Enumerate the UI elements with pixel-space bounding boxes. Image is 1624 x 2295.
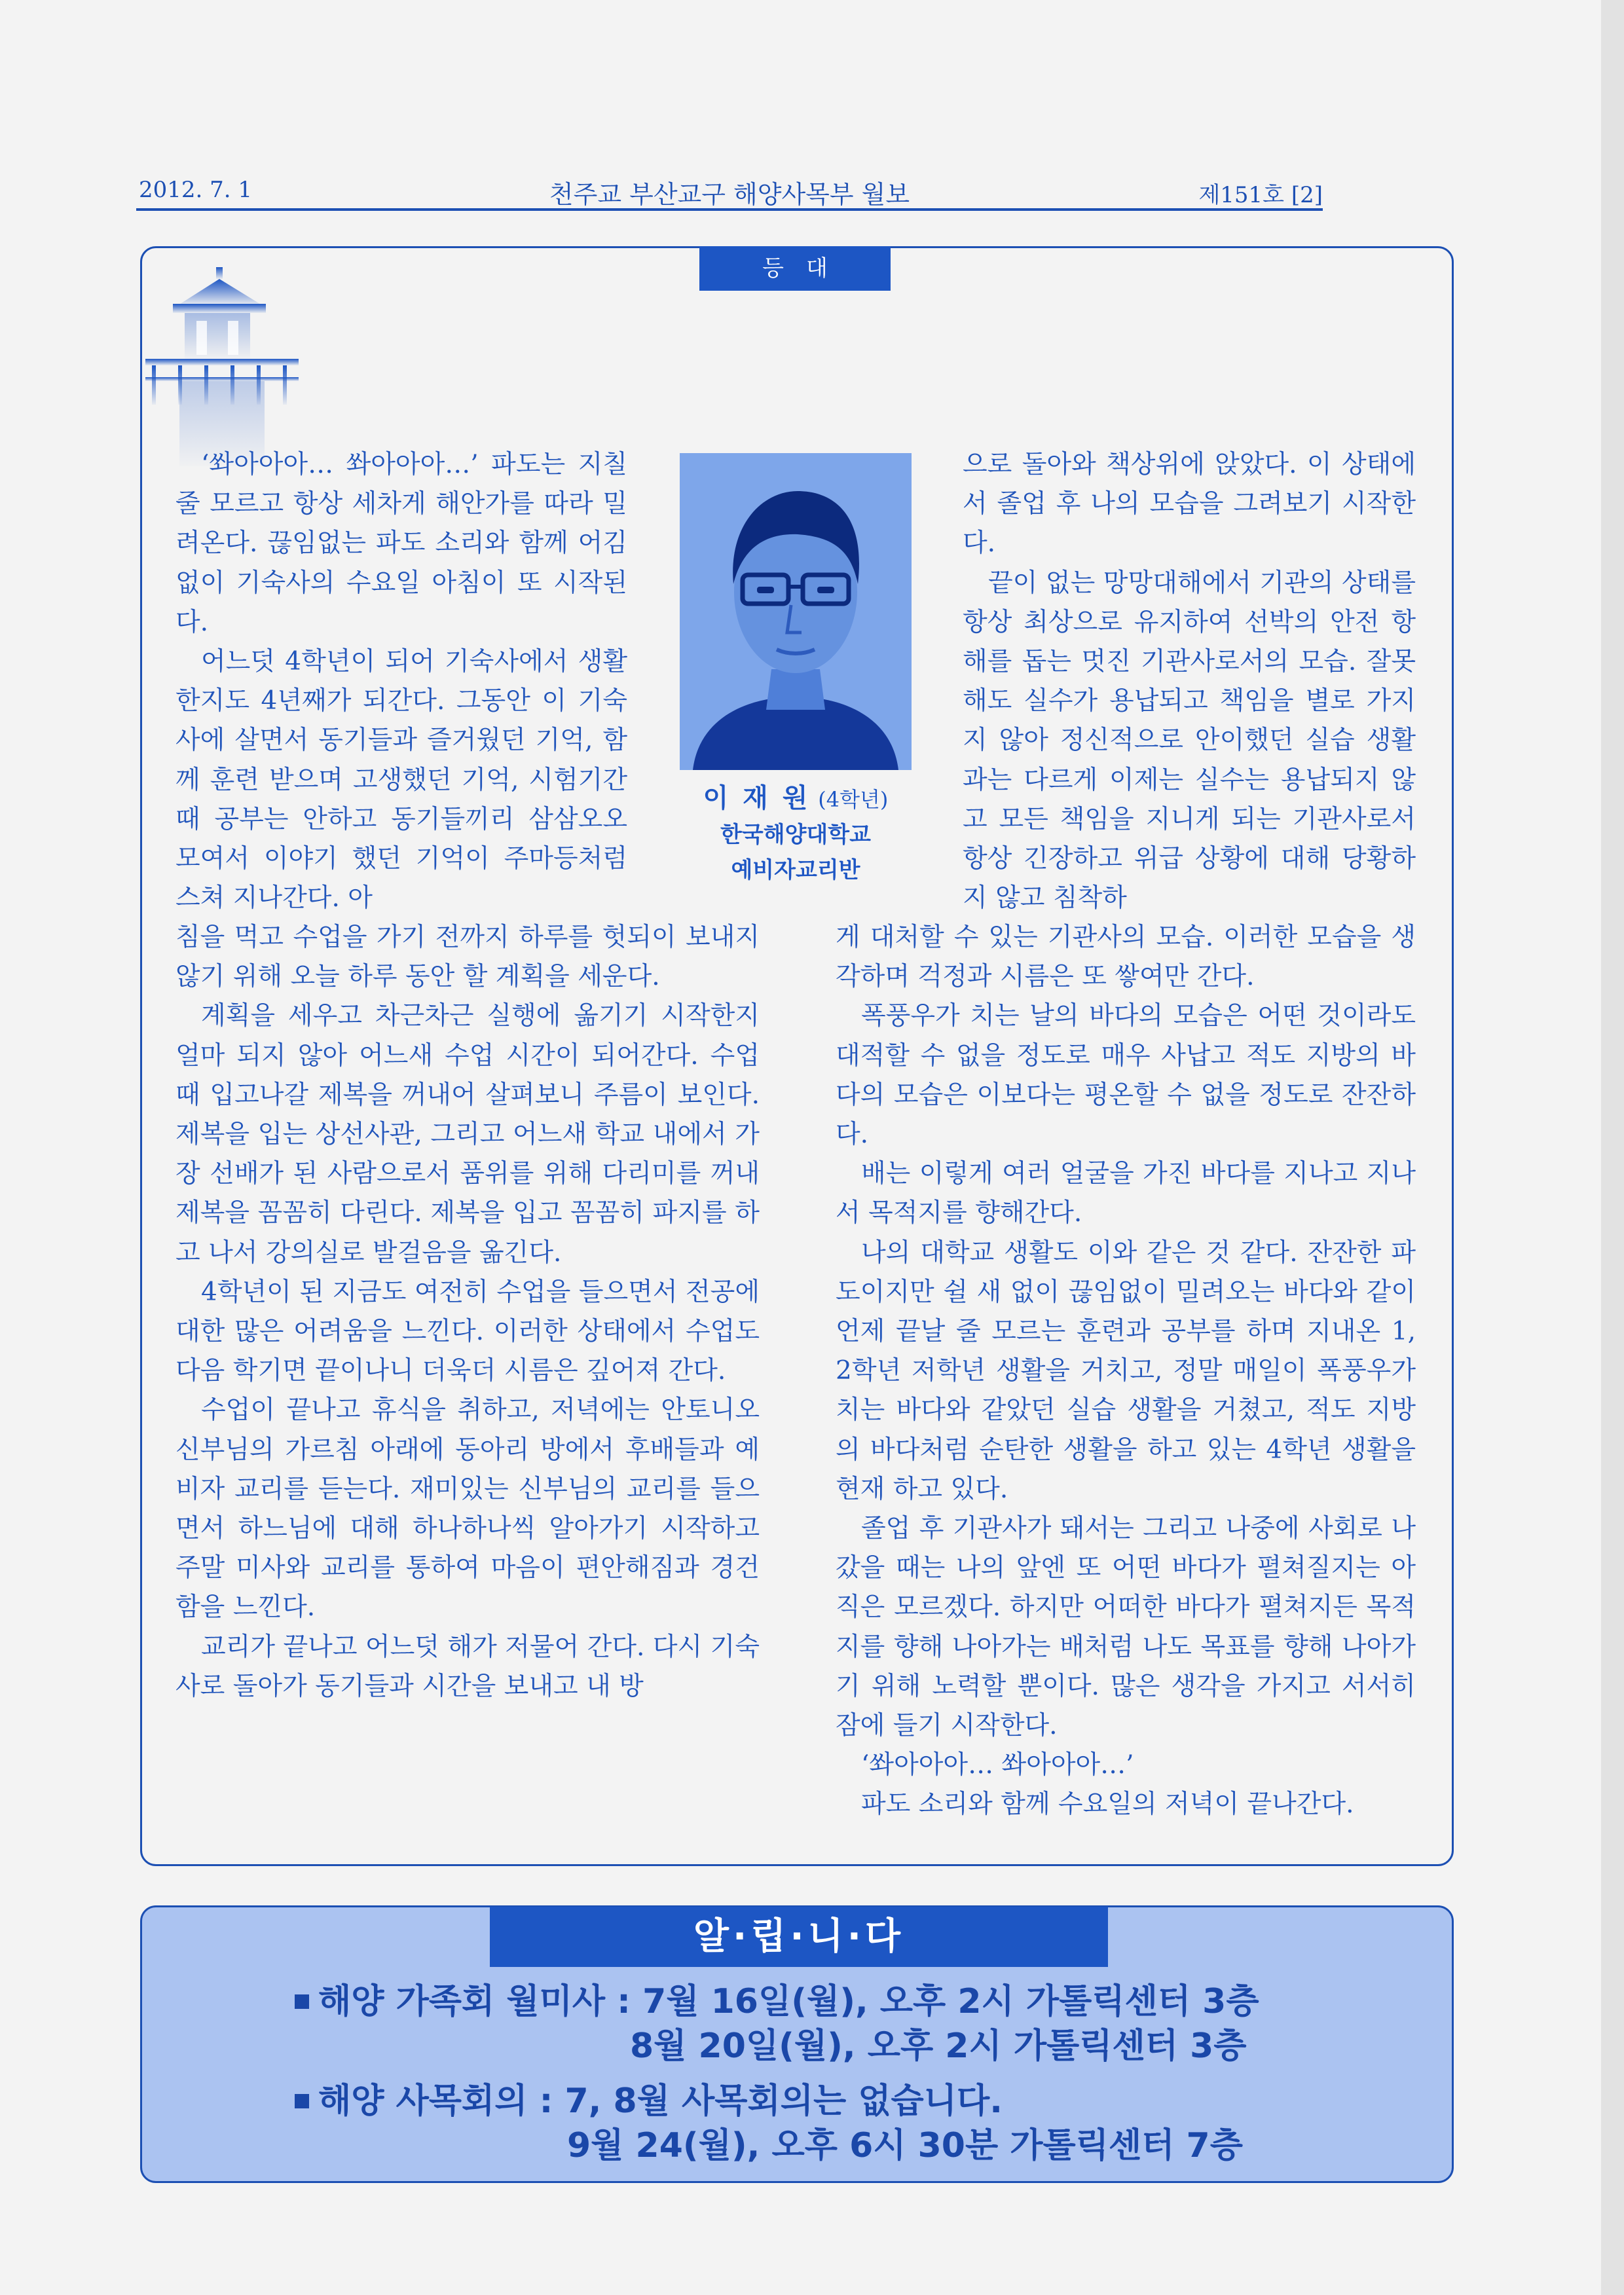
article-paragraph: 끝이 없는 망망대해에서 기관의 상태를 항상 최상으로 유지하여 선박의 안전 항해를 돕는 멋진 기관사로서의 모습. 잘못해도 실수가 용납되고 책임을 별로 가지지 않아 정신적으로 안이했던 실습 생활과는 다르게 이제는 실수는 용납되지 않고 모든 책임을 지니게 되는 기관사로서 항상 긴장하고 위급 상황에 대해 당황하지 않고 침착하	[963, 568, 1416, 913]
notice-item-label: 해양 사목회의 :	[318, 2082, 565, 2121]
article-paragraph: 파도 소리와 함께 수요일의 저녁이 끝나간다.	[861, 1790, 1354, 1820]
article-paragraph: ‘쏴아아아… 쏴아아아…’ 파도는 지칠줄 모르고 항상 세차게 해안가를 따라 밀려온다. 끊임없는 파도 소리와 함께 어김없이 기숙사의 수요일 아침이 또 시작된다.	[175, 450, 627, 637]
lighthouse-icon	[139, 262, 355, 471]
article-paragraph: ‘쏴아아아… 쏴아아아…’	[861, 1750, 1134, 1780]
article-paragraph: 수업이 끝나고 휴식을 취하고, 저녁에는 안토니오 신부님의 가르침 아래에 동아리 방에서 후배들과 예비자 교리를 듣는다. 재미있는 신부님의 교리를 들으면서 하느님에 대해 하나하나씩 알아가기 시작하고 주말 미사와 교리를 통하여 마음이 편안해짐과 경건함을 느낀다.	[175, 1395, 760, 1623]
author-name: 이 재 원	[703, 783, 811, 813]
article-paragraph: 졸업 후 기관사가 돼서는 그리고 나중에 사회로 나갔을 때는 나의 앞엔 또 어떤 바다가 펼쳐질지는 아직은 모르겠다. 하지만 어떠한 바다가 펼쳐지든 목적지를 향해 나아가는 배처럼 나도 목표를 향해 나아가기 위해 노력할 뿐이다. 많은 생각을 가지고 서서히 잠에 들기 시작한다.	[836, 1514, 1416, 1741]
author-group: 예비자교리반	[731, 857, 860, 883]
article-paragraph: 어느덧 4학년이 되어 기숙사에서 생활한지도 4년째가 되간다. 그동안 이 기숙사에 살면서 동기들과 즐거웠던 기억, 함께 훈련 받으며 고생했던 기억, 시험기간 때 공부는 안하고 동기들끼리 삼삼오오 모여서 이야기 했던 기억이 주마등처럼 스쳐 지나간다. 아	[175, 647, 627, 913]
notice-item-continuation: 8월 20일(월), 오후 2시 가톨릭센터 3층	[630, 2027, 1247, 2066]
notice-title: 알·립·니·다	[490, 1907, 1108, 1967]
article-paragraph: 으로 돌아와 책상위에 앉았다. 이 상태에서 졸업 후 나의 모습을 그려보기 시작한다.	[963, 450, 1416, 559]
article-paragraph: 나의 대학교 생활도 이와 같은 것 같다. 잔잔한 파도이지만 쉴 새 없이 끊임없이 밀려오는 바다와 같이 언제 끝날 줄 모르는 훈련과 공부를 하며 지내온 1, 2학년 저학년 생활을 거치고, 정말 매일이 폭풍우가 치는 바다와 같았던 실습 생활을 거쳤고, 적도 지방의 바다처럼 순탄한 생활을 하고 있는 4학년 생활을 현재 하고 있다.	[836, 1238, 1416, 1504]
article-column-left-top	[175, 445, 627, 918]
author-photo	[680, 453, 912, 770]
square-bullet-icon	[295, 1994, 309, 2009]
section-tag: 등대	[699, 246, 891, 291]
newsletter-title: 천주교 부산교구 해양사목부 월보	[549, 180, 910, 209]
notice-item-continuation: 9월 24(월), 오후 6시 30분 가톨릭센터 7층	[567, 2126, 1243, 2165]
notice-item-line: 7, 8월 사목회의는 없습니다.	[564, 2082, 1003, 2121]
article-paragraph: 계획을 세우고 차근차근 실행에 옮기기 시작한지 얼마 되지 않아 어느새 수업 시간이 되어간다. 수업 때 입고나갈 제복을 꺼내어 살펴보니 주름이 보인다. 제복을 입는 상선사관, 그리고 어느새 학교 내에서 가장 선배가 된 사람으로서 품위를 위해 다리미를 꺼내 제복을 꼼꼼히 다린다. 제복을 입고 꼼꼼히 파지를 하고 나서 강의실로 발걸음을 옮긴다.	[175, 1001, 760, 1268]
author-caption	[655, 780, 936, 888]
square-bullet-icon	[295, 2094, 309, 2108]
article-column-left-bottom	[175, 918, 760, 1706]
notice-item	[295, 2080, 1003, 2123]
issue-date: 2012. 7. 1	[139, 177, 253, 203]
author-school: 한국해양대학교	[720, 822, 871, 848]
article-paragraph: 배는 이렇게 여러 얼굴을 가진 바다를 지나고 지나서 목적지를 향해간다.	[836, 1159, 1416, 1228]
newsletter-header	[136, 174, 1323, 211]
notice-item-line: 7월 16일(월), 오후 2시 가톨릭센터 3층	[642, 1982, 1259, 2021]
article-column-right-bottom	[836, 918, 1416, 1825]
article-column-right-top	[963, 445, 1416, 918]
article-paragraph: 게 대처할 수 있는 기관사의 모습. 이러한 모습을 생각하며 걱정과 시름은 또 쌓여만 간다.	[836, 923, 1416, 992]
notice-item	[295, 1980, 1259, 2023]
article-paragraph: 교리가 끝나고 어느덧 해가 저물어 간다. 다시 기숙사로 돌아가 동기들과 시간을 보내고 내 방	[175, 1632, 760, 1701]
page-edge-shadow	[1601, 0, 1624, 2295]
article-paragraph: 폭풍우가 치는 날의 바다의 모습은 어떤 것이라도 대적할 수 없을 정도로 매우 사납고 적도 지방의 바다의 모습은 이보다는 평온할 수 없을 정도로 잔잔하다.	[836, 1001, 1416, 1150]
issue-number: 제151호 [2]	[1198, 182, 1323, 208]
article-paragraph: 4학년이 된 지금도 여전히 수업을 들으면서 전공에 대한 많은 어려움을 느낀다. 이러한 상태에서 수업도 다음 학기면 끝이나니 더욱더 시름은 깊어져 간다.	[175, 1277, 760, 1386]
article-paragraph: 침을 먹고 수업을 가기 전까지 하루를 헛되이 보내지 않기 위해 오늘 하루 동안 할 계획을 세운다.	[175, 923, 760, 992]
notice-item-label: 해양 가족회 월미사 :	[318, 1982, 643, 2021]
author-grade: (4학년)	[818, 787, 889, 812]
